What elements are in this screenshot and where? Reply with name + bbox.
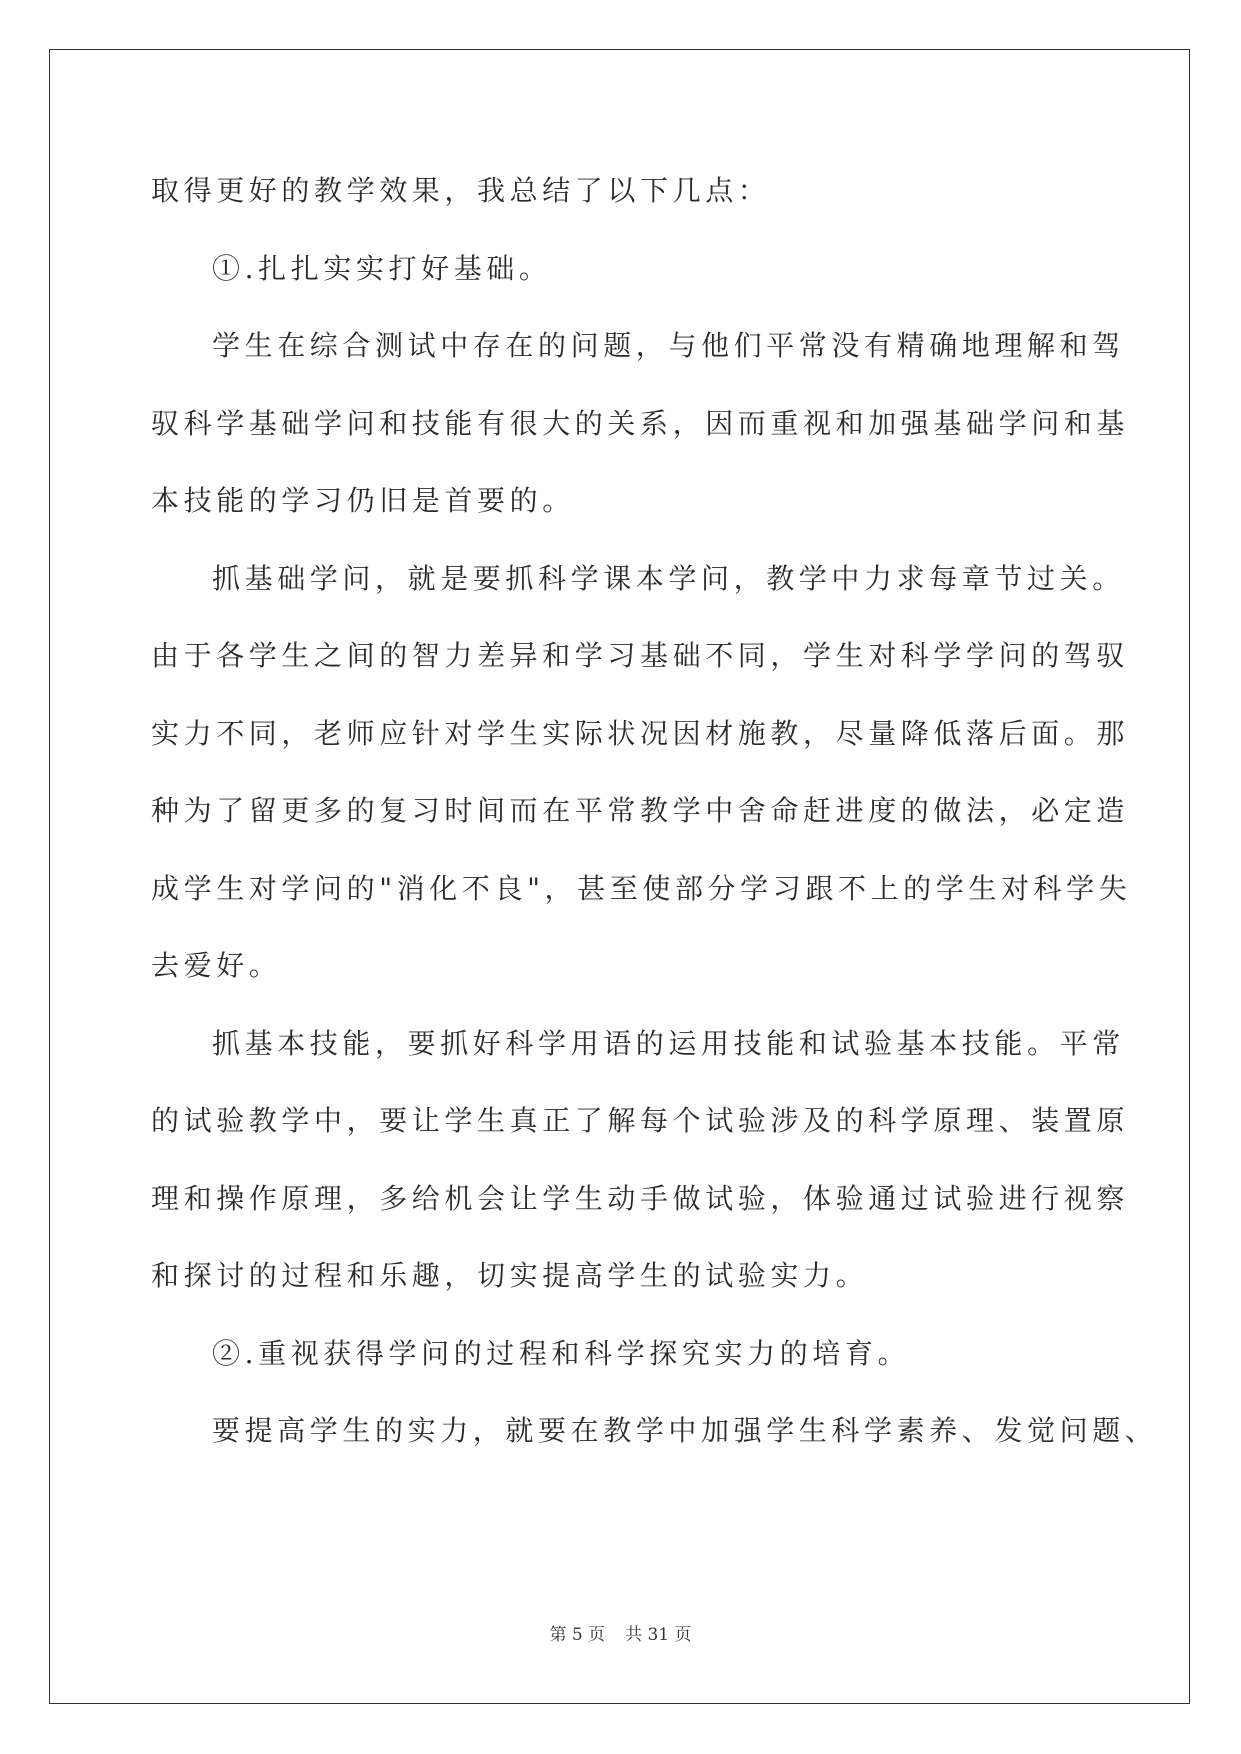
section-heading: ①.扎扎实实打好基础。 [212, 251, 552, 285]
text-line: 驭科学基础学问和技能有很大的关系，因而重视和加强基础学问和基 [151, 406, 1130, 440]
text-line: 去爱好。 [151, 949, 282, 982]
section-heading: ②.重视获得学问的过程和科学探究实力的培育。 [212, 1336, 911, 1370]
text-line: 的试验教学中，要让学生真正了解每个试验涉及的科学原理、装置原 [151, 1104, 1130, 1137]
text-line: 由于各学生之间的智力差异和学习基础不同，学生对科学学问的驾驭 [151, 639, 1130, 672]
paragraph-start: 抓基本技能，要抓好科学用语的运用技能和试验基本技能。平常 [212, 1026, 1125, 1060]
paragraph-start: 学生在综合测试中存在的问题，与他们平常没有精确地理解和驾 [212, 329, 1125, 362]
page-total: 共 31 页 [625, 1625, 692, 1645]
text-line: 种为了留更多的复习时间而在平常教学中舍命赶进度的做法，必定造 [151, 794, 1130, 827]
text-line: 实力不同，老师应针对学生实际状况因材施教，尽量降低落后面。那 [151, 716, 1130, 750]
text-line: 和探讨的过程和乐趣，切实提高学生的试验实力。 [151, 1259, 869, 1292]
text-line: 成学生对学问的"消化不良"，甚至使部分学习跟不上的学生对科学失 [151, 871, 1132, 905]
paragraph-start: 要提高学生的实力，就要在教学中加强学生科学素养、发觉问题、 [212, 1414, 1158, 1447]
page-number: 第 5 页 [549, 1625, 606, 1645]
text-line: 理和操作原理，多给机会让学生动手做试验，体验通过试验进行视察 [151, 1181, 1130, 1215]
page-footer [0, 1620, 1241, 1645]
text-line: 取得更好的教学效果，我总结了以下几点： [151, 174, 771, 207]
text-line: 本技能的学习仍旧是首要的。 [151, 484, 575, 517]
document-body [151, 163, 1158, 1481]
paragraph-start: 抓基础学问，就是要抓科学课本学问，教学中力求每章节过关。 [212, 561, 1125, 595]
